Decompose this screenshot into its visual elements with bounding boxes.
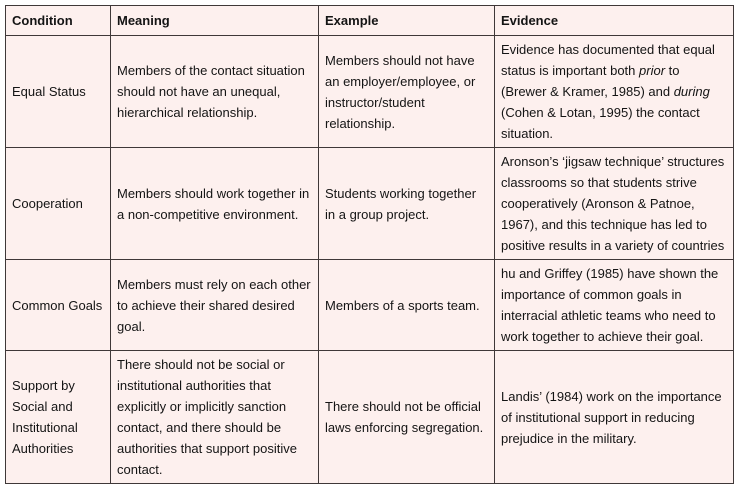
table-row [6, 260, 734, 351]
cell-meaning: Members should work together in a non-competitive environment. [111, 148, 319, 260]
header-evidence: Evidence [495, 6, 734, 36]
table-row [6, 351, 734, 484]
header-meaning: Meaning [111, 6, 319, 36]
cell-condition: Equal Status [6, 36, 111, 148]
cell-meaning: Members must rely on each other to achieve their shared desired goal. [111, 260, 319, 351]
cell-meaning: There should not be social or institutional authorities that explicitly or implicitly sanction contact, and there should be authorities that support positive contact. [111, 351, 319, 484]
table-row [6, 36, 734, 148]
cell-example: Members should not have an employer/employee, or instructor/student relationship. [319, 36, 495, 148]
header-condition: Condition [6, 6, 111, 36]
table-row [6, 148, 734, 260]
cell-example: Students working together in a group project. [319, 148, 495, 260]
cell-condition: Common Goals [6, 260, 111, 351]
contact-conditions-table [5, 5, 734, 484]
cell-evidence: Landis’ (1984) work on the importance of institutional support in reducing prejudice in the military. [495, 351, 734, 484]
cell-condition: Support by Social and Institutional Authorities [6, 351, 111, 484]
header-example: Example [319, 6, 495, 36]
cell-evidence: Aronson’s ‘jigsaw technique’ structures classrooms so that students strive cooperatively (Aronson & Patnoe, 1967), and this technique has led to positive results in a variety of countries [495, 148, 734, 260]
cell-meaning: Members of the contact situation should not have an unequal, hierarchical relationship. [111, 36, 319, 148]
cell-example: Members of a sports team. [319, 260, 495, 351]
table-header-row [6, 6, 734, 36]
cell-condition: Cooperation [6, 148, 111, 260]
cell-evidence: hu and Griffey (1985) have shown the importance of common goals in interracial athletic teams who need to work together to achieve their goal. [495, 260, 734, 351]
cell-evidence: Evidence has documented that equal status is important both prior to (Brewer & Kramer, 1985) and during (Cohen & Lotan, 1995) the contact situation. [495, 36, 734, 148]
cell-example: There should not be official laws enforcing segregation. [319, 351, 495, 484]
